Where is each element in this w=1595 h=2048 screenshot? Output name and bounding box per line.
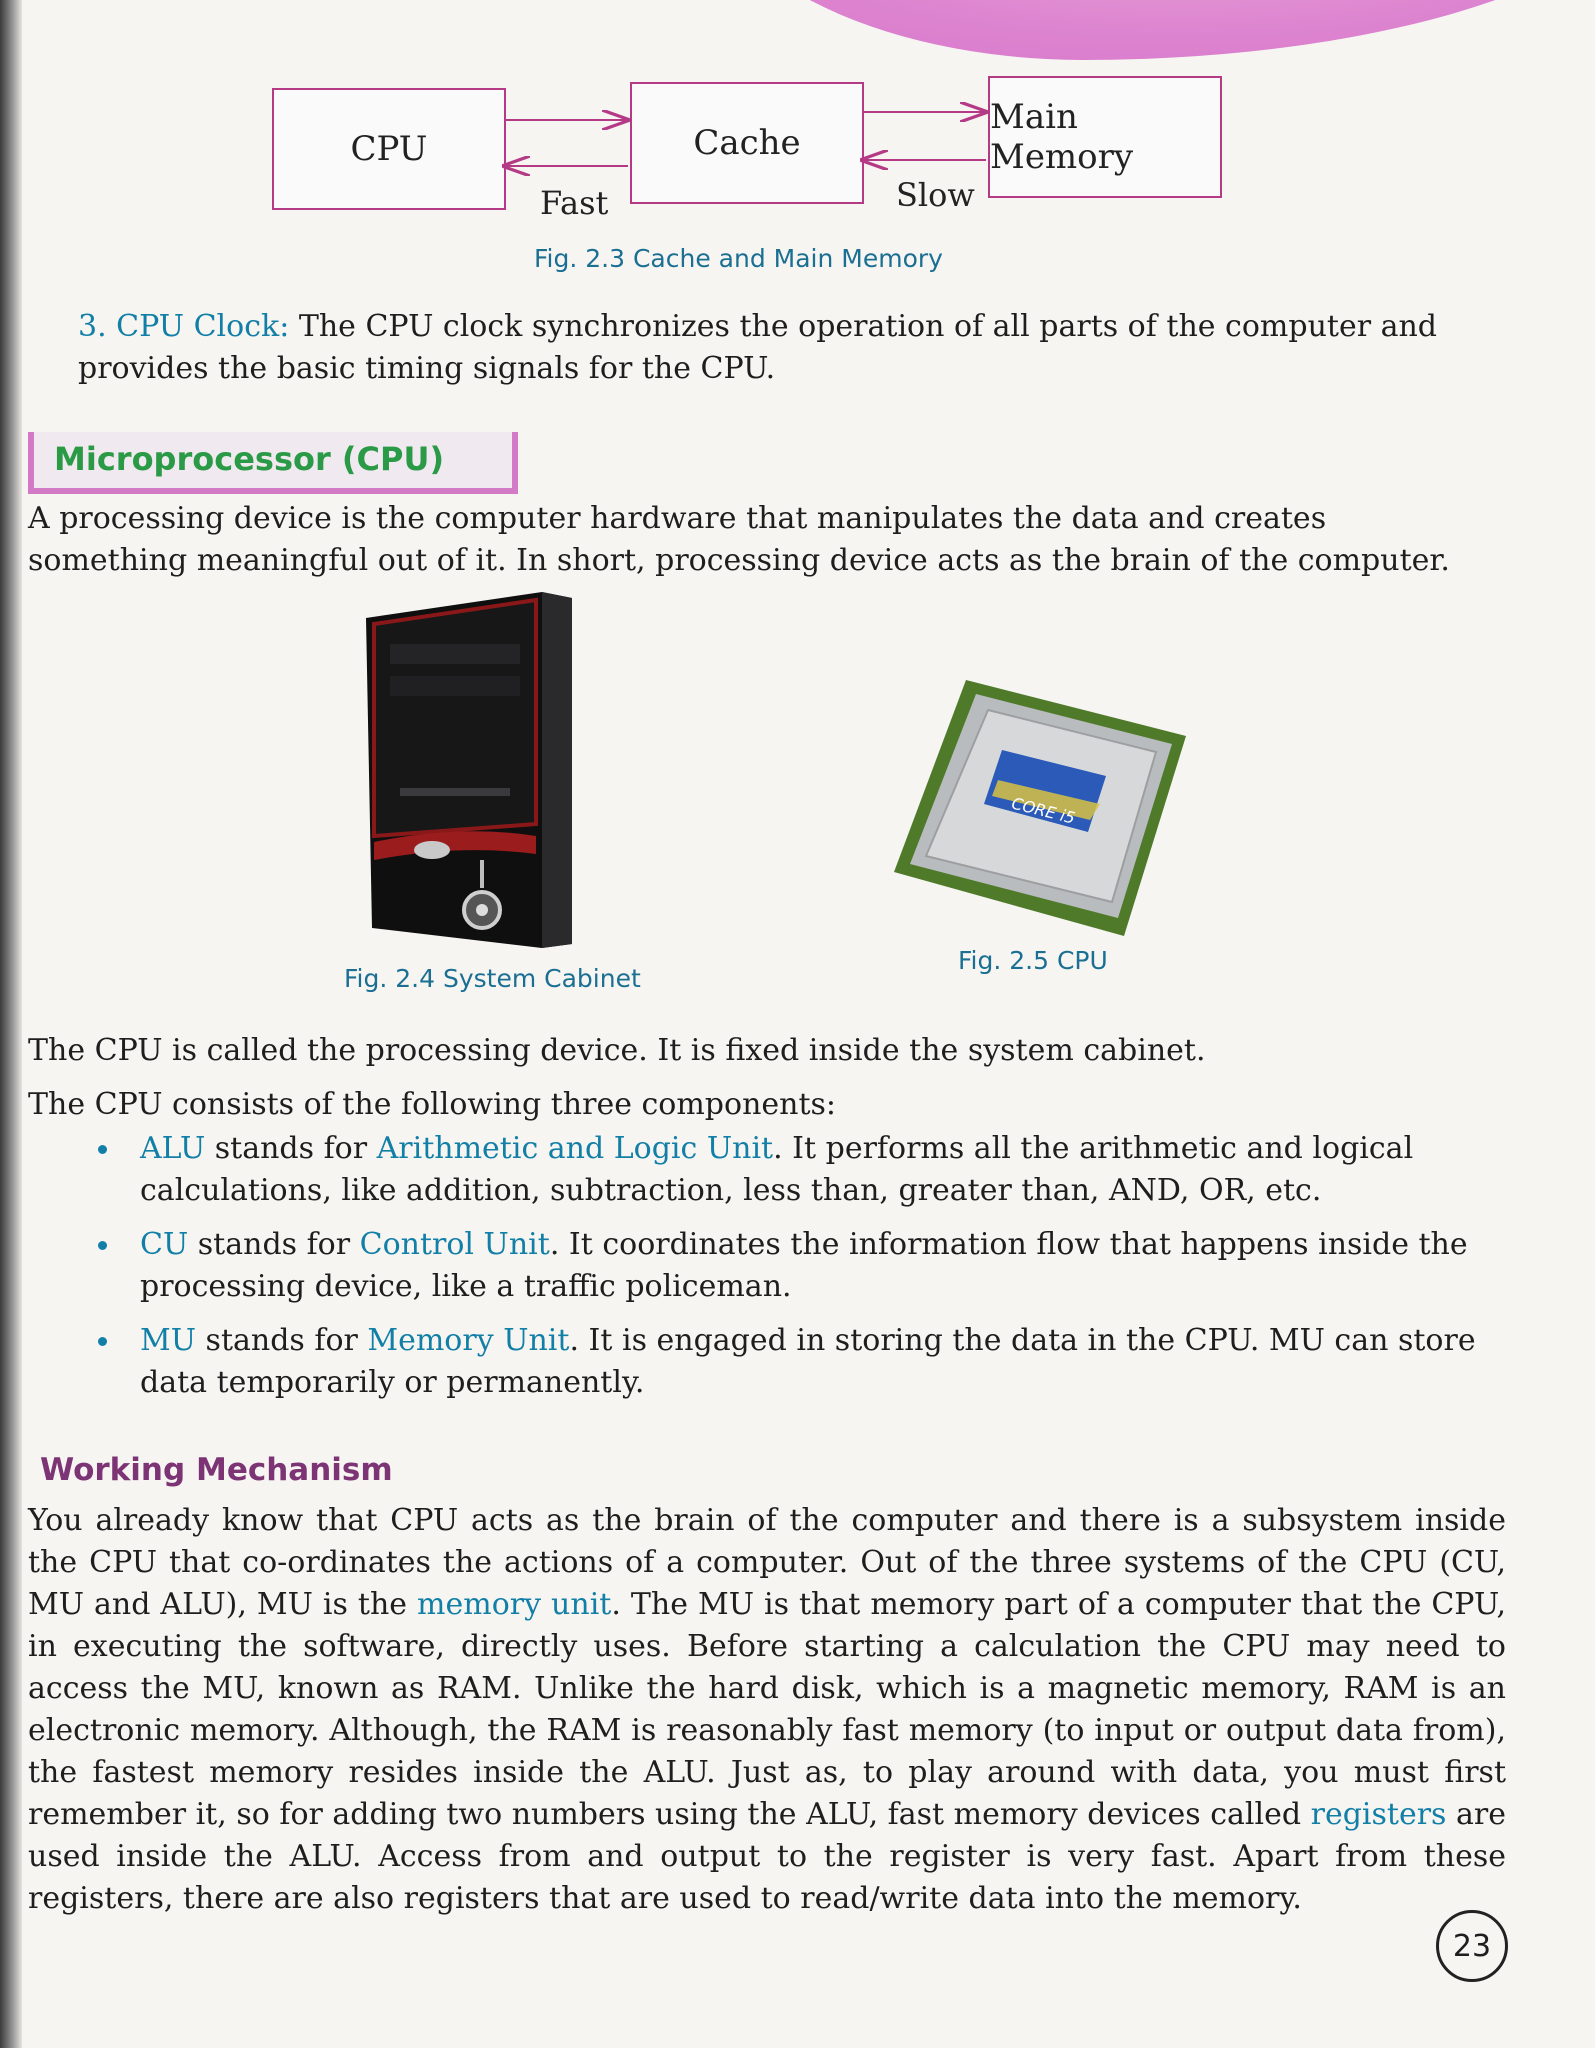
bullet-icon bbox=[98, 1241, 107, 1250]
cpu-clock-term: CPU Clock: bbox=[116, 309, 290, 344]
cache-box-label: Cache bbox=[693, 123, 801, 163]
component-text: . It performs all the arithmetic and logical calculations, like addition, subtraction, less than, greater than, AND, OR, etc. bbox=[140, 1131, 1414, 1208]
list-item bbox=[92, 1128, 1502, 1212]
component-full: Control Unit bbox=[359, 1227, 550, 1262]
working-text-1: You already know that CPU acts as the brain of the computer and there is a subsystem inside the CPU that co-ordinates the actions of a computer. Out of the three systems of the CPU (CU, MU and ALU), MU is the bbox=[28, 1503, 1506, 1622]
fig-2-3-caption: Fig. 2.3 Cache and Main Memory bbox=[534, 244, 943, 273]
cpu-description-line-1: The CPU is called the processing device. It is fixed inside the system cabinet. bbox=[28, 1033, 1206, 1068]
list-item bbox=[92, 1320, 1502, 1404]
microprocessor-heading bbox=[28, 432, 518, 494]
component-abbr: CU bbox=[140, 1227, 189, 1262]
fig-2-4-caption: Fig. 2.4 System Cabinet bbox=[344, 964, 641, 993]
working-text-2: . The MU is that memory part of a computer that the CPU, in executing the software, directly uses. Before starting a calculation the CPU may need to access the MU, known as RAM. Unlike the hard disk, which is a magnetic memory, RAM is an electronic memory. Although, the RAM is reasonably fast memory (to input or output data from), the fastest memory resides inside the ALU. Just as, to play around with data, you must first remember it, so for adding two numbers using the ALU, fast memory devices called bbox=[28, 1587, 1507, 1832]
bullet-icon bbox=[98, 1145, 107, 1154]
working-text-3: are used inside the ALU. Access from and output to the register is very fast. Apart from these registers, there are also registers that are used to read/write data into the memory. bbox=[28, 1797, 1506, 1916]
cpu-description-line-2: The CPU consists of the following three components: bbox=[28, 1087, 837, 1122]
working-mechanism-paragraph bbox=[28, 1500, 1506, 1920]
registers-term: registers bbox=[1310, 1797, 1447, 1832]
cpu-box-label: CPU bbox=[350, 129, 428, 169]
slow-label: Slow bbox=[896, 176, 975, 214]
component-text: . It coordinates the information flow that happens inside the processing device, like a traffic policeman. bbox=[140, 1227, 1468, 1304]
diagram-arrows bbox=[0, 0, 1595, 260]
component-mid: stands for bbox=[205, 1131, 377, 1166]
page-number: 23 bbox=[1436, 1910, 1508, 1982]
fig-2-5-caption: Fig. 2.5 CPU bbox=[958, 946, 1108, 975]
component-abbr: ALU bbox=[140, 1131, 206, 1166]
component-abbr: MU bbox=[140, 1323, 197, 1358]
cpu-components-list bbox=[92, 1128, 1502, 1416]
cpu-clock-text: The CPU clock synchronizes the operation of all parts of the computer and provides the basic timing signals for the CPU. bbox=[78, 309, 1437, 386]
chip-label: CORE i5 bbox=[1009, 793, 1078, 828]
cpu-clock-item bbox=[78, 306, 1488, 390]
component-mid: stands for bbox=[196, 1323, 368, 1358]
book-spine-shadow bbox=[0, 0, 22, 2048]
cpu-clock-number: 3. bbox=[78, 309, 107, 344]
bullet-icon bbox=[98, 1337, 107, 1346]
fast-label: Fast bbox=[540, 184, 609, 222]
cpu-chip-image bbox=[894, 680, 1194, 940]
component-text: . It is engaged in storing the data in the CPU. MU can store data temporarily or permanently. bbox=[140, 1323, 1476, 1400]
microprocessor-heading-text: Microprocessor (CPU) bbox=[54, 440, 445, 478]
memory-unit-term: memory unit bbox=[417, 1587, 612, 1622]
component-full: Arithmetic and Logic Unit bbox=[376, 1131, 774, 1166]
microprocessor-intro: A processing device is the computer hardware that manipulates the data and creates something meaningful out of it. In short, processing device acts as the brain of the computer. bbox=[28, 501, 1450, 578]
list-item bbox=[92, 1224, 1502, 1308]
main-memory-box-label: Main Memory bbox=[990, 97, 1134, 177]
working-mechanism-heading: Working Mechanism bbox=[40, 1452, 393, 1488]
component-mid: stands for bbox=[188, 1227, 360, 1262]
component-full: Memory Unit bbox=[367, 1323, 570, 1358]
system-cabinet-image bbox=[360, 592, 592, 954]
